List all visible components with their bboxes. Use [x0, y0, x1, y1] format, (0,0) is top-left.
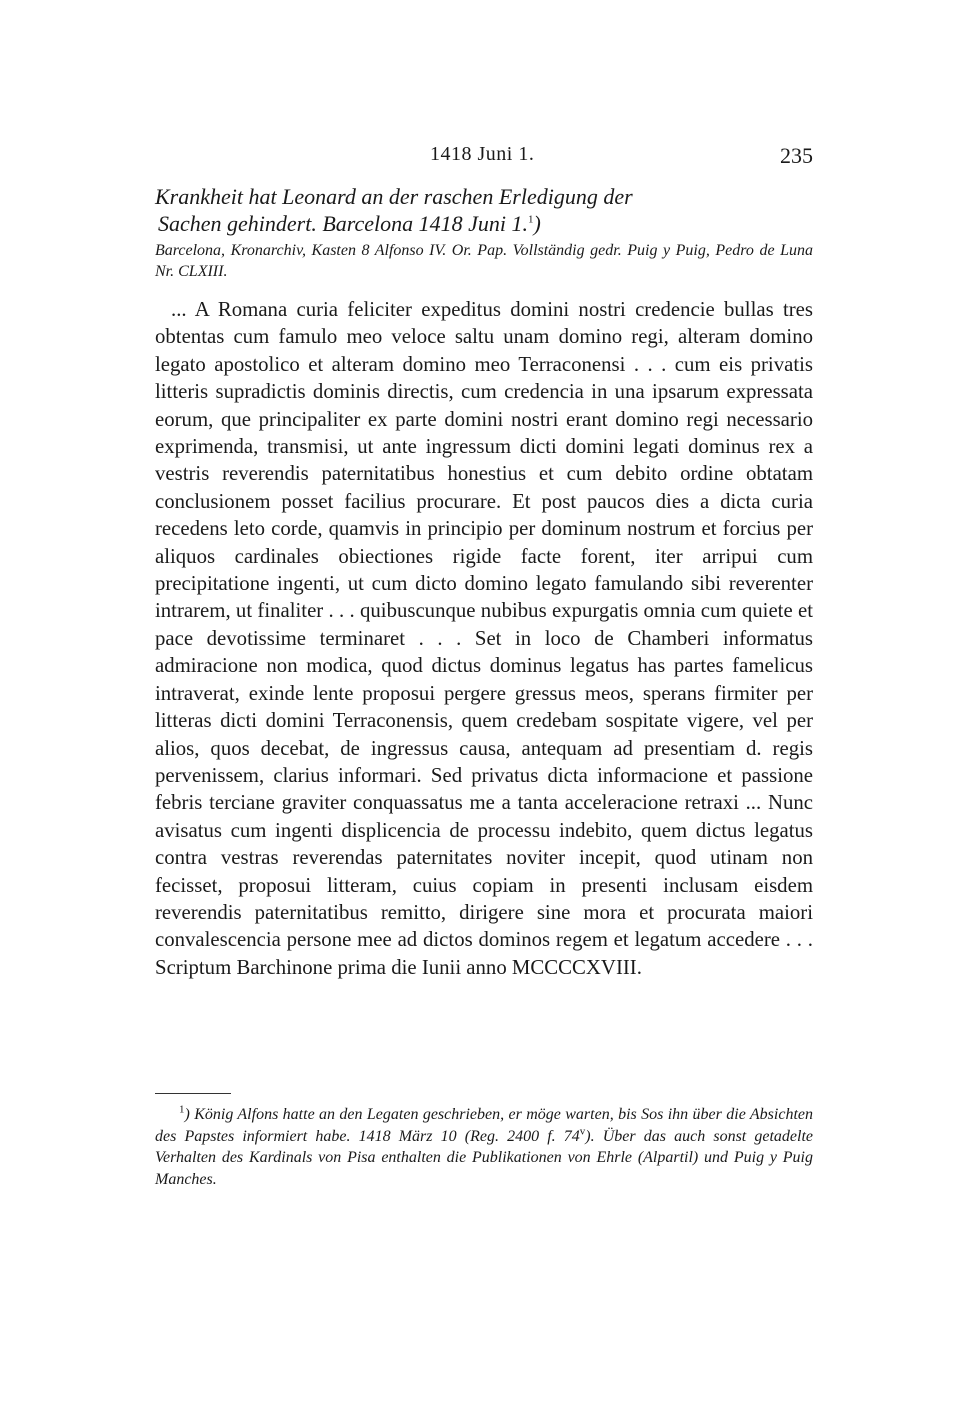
footnote-verso-mark: v: [579, 1125, 586, 1138]
footnote-text-continued: ). Über das auch sonst getadelte Verhalten des Kardinals von Pisa enthalten die Publikationen von Ehrle (Alpartil) und Puig y Puig Manches.: [155, 1127, 814, 1188]
footnote-marker-close: ): [184, 1106, 190, 1123]
footnote-reference: 1: [528, 213, 534, 226]
footnote-text: König Alfons hatte an den Legaten geschrieben, er möge warten, bis Sos ihn über die Absichten des Papstes informiert habe. 1418 März 10 (Reg. 2400 f. 74: [155, 1106, 813, 1145]
page-number: 235: [780, 143, 813, 168]
archival-source-note: Barcelona, Kronarchiv, Kasten 8 Alfonso IV. Or. Pap. Vollständig gedr. Puig y Puig, Pedro de Luna Nr. CLXIII.: [155, 242, 813, 280]
document-body-text: ... A Romana curia feliciter expeditus domini nostri credencie bullas tres obtentas cum famulo meo veloce saltu unam domino regi, alteram domino legato apostolico et alteram domino meo Terraconensi . . . cum eis privatis litteris supradictis dominis directis, cum credencia in una ipsarum expressata eorum, que principaliter ex parte domini nostri erant domino regi necessario exprimenda, transmisi, ut ante ingressum dicti domini legati dominus rex a vestris reverendis paternitatibus honestius et cum debito ordine obtatam conclusionem posset facilius procurare. Et post paucos dies a dicta curia recedens leto corde, quamvis in principio per dominum nostrum et forcius per aliquos cardinales obiectiones rigide facte forent, iter arripui cum precipitatione ingenti, ut cum dicto domino legato famulando sibi reverenter intrarem, ut finaliter . . . quibuscunque nubibus expurgatis omnia cum quiete et pace devotissime terminaret . . . Set in loco de Chamberi informatus admiracione non modica, quod dictus dominus legatus has partes famelicus intraverat, exinde lente proposui pergere gressus meos, sperans firmiter per litteras dicti domini Terraconensis, quem credebam sospitate vigere, vel per alios, quos decebat, de ingressus causa, antequam ad presentiam d. regis pervenissem, clarius informari. Sed privatus dicta informacione et passione febris terciane graviter conquassatus me a tanta acceleracione retraxi ... Nunc avisatus cum ingenti displicencia de processu indebito, quem dictus legatus contra vestras reverendas paternitates noviter incepit, quod utinam non fecisset, proposui litteram, cuius copiam in presenti inclusam eisdem reverendis paternitatibus remitto, dirigere sine mora et procurata maiori convalescencia persone mee ad dictos dominos regem et legatum accedere . . . Scriptum Barchinone prima die Iunii anno MCCCCXVIII.: [155, 298, 813, 979]
document-summary: [155, 183, 813, 237]
running-head-title: 1418 Juni 1.: [430, 143, 535, 165]
summary-line-1: Krankheit hat Leonard an der raschen Erledigung der: [155, 184, 633, 209]
footnote-reference-close: ): [533, 211, 541, 236]
footnote: [155, 1104, 813, 1190]
running-head: [155, 143, 813, 171]
summary-line-2-wrap: [155, 210, 813, 237]
footnote-divider: [155, 1093, 231, 1094]
footnote-marker: 1: [179, 1103, 185, 1116]
summary-line-2: Sachen gehindert. Barcelona 1418 Juni 1.: [158, 211, 529, 236]
